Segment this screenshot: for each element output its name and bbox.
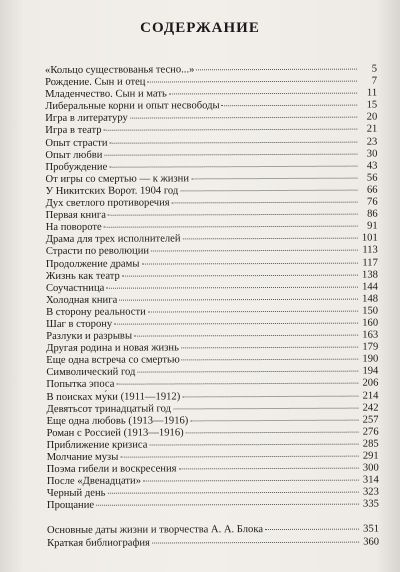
dot-leader [109, 165, 357, 167]
dot-leader [186, 431, 359, 433]
toc-entry-title: Опыт страсти [45, 137, 108, 149]
dot-leader [130, 117, 357, 119]
dot-leader [116, 383, 358, 385]
dot-leader [149, 444, 358, 446]
toc-entry-title: В поисках му́ки (1911—1912) [46, 390, 181, 403]
toc-entry-page: 314 [362, 474, 379, 486]
toc-entry-title: Драма для трех исполнителей [45, 233, 181, 246]
dot-leader [169, 93, 357, 95]
toc-entry-title: Поэма гибели и воскресения [46, 463, 177, 476]
dot-leader [96, 504, 359, 506]
dot-leader [265, 529, 359, 530]
toc-entry-page: 300 [362, 462, 379, 474]
toc-entry-title: После «Двенадцати» [46, 475, 142, 488]
toc-entry-page: 43 [366, 160, 378, 172]
dot-leader [148, 311, 358, 313]
toc-entry-title: Либеральные корни и опыт несвободы [45, 100, 220, 113]
toc-entry-page: 163 [362, 329, 379, 341]
toc-entry-page: 66 [366, 184, 378, 196]
toc-entry-title: На повороте [45, 221, 102, 234]
toc-entry-title: Холодная книга [46, 294, 118, 306]
toc-entry-title: Разлуки и разрывы [46, 330, 133, 343]
dot-leader [222, 105, 358, 107]
toc-entry-page: 138 [362, 269, 378, 281]
dot-leader [183, 238, 358, 240]
dot-leader [120, 456, 358, 458]
toc-entry-title: Девятьсот тринадцатый год [46, 403, 172, 415]
toc-entry-title: В сторону реальности [46, 306, 146, 318]
dot-leader [104, 226, 358, 228]
toc-entry [47, 536, 379, 550]
dot-leader [108, 214, 358, 216]
toc-entry-title: Символический год [46, 366, 136, 379]
toc-entry-page: 76 [366, 196, 378, 208]
toc-entry-page: 179 [362, 341, 379, 353]
toc-entry-page: 30 [366, 148, 378, 160]
toc-entry-page: 21 [366, 124, 378, 136]
toc-entry-title: Черный день [46, 488, 106, 500]
toc-entry-title: Попытка эпоса [46, 379, 115, 391]
toc-entry-page: 91 [367, 220, 378, 232]
toc-entry-title: Игра в литературу [45, 113, 128, 125]
dot-leader [106, 286, 358, 288]
toc-entry-title: Продолжение драмы [45, 258, 140, 270]
toc-entry-page: 150 [362, 305, 379, 317]
toc-entry-page: 323 [362, 486, 379, 498]
toc-entry-page: 291 [362, 450, 379, 462]
toc-entry-page: 285 [362, 438, 379, 450]
toc-entry-page: 20 [366, 111, 378, 123]
dot-leader [107, 492, 358, 494]
toc-entry-page: 351 [363, 524, 380, 536]
toc-entry-title: Приближение кризиса [46, 439, 148, 451]
dot-leader [114, 323, 358, 325]
toc-entry-title: Роман с Россией (1913—1916) [46, 427, 184, 439]
toc-entry-page: 257 [362, 414, 379, 426]
toc-entry-page: 117 [362, 257, 378, 269]
toc-entry-title: Первая книга [45, 209, 106, 222]
dot-leader [143, 480, 359, 482]
toc-entry-page: 7 [371, 75, 378, 87]
dot-leader [179, 468, 359, 470]
dot-leader [151, 250, 358, 252]
toc-entry-page: 242 [362, 402, 379, 414]
dot-leader [180, 190, 357, 192]
dot-leader [196, 69, 357, 71]
dot-leader [134, 335, 358, 337]
dot-leader [172, 202, 358, 204]
toc-entry-title: Молчание музы [46, 451, 119, 463]
dot-leader [181, 347, 358, 349]
toc-entry-title: «Кольцо существованья тесно...» [45, 64, 195, 76]
toc-entry-title: Краткая библиография [47, 537, 150, 549]
dot-leader [110, 141, 358, 143]
dot-leader [119, 298, 358, 300]
toc-entry-page: 11 [366, 87, 378, 99]
dot-leader [122, 274, 358, 276]
toc-entry-title: Дух светлого противоречия [45, 197, 170, 210]
toc-entry [47, 499, 379, 513]
toc-entry-page: 5 [371, 63, 378, 75]
toc-entry-page: 86 [367, 208, 378, 220]
toc-entry-page: 101 [361, 232, 378, 244]
dot-leader [190, 419, 358, 421]
toc-entry-title: Еще одна встреча со смертью [46, 354, 180, 367]
toc-entry-page: 206 [362, 377, 379, 390]
dot-leader [182, 395, 358, 397]
toc-entry-page: 56 [366, 172, 378, 184]
toc-entry-title: Игра в театр [45, 125, 102, 137]
toc-entry-title: Соучастница [45, 282, 105, 294]
toc-entry-title: У Никитских Ворот. 1904 год [45, 185, 179, 197]
toc-entry-page: 360 [363, 536, 380, 548]
dot-leader [147, 81, 357, 83]
toc-entry-title: Рождение. Сын и отец [45, 76, 146, 89]
toc-entry-title: От игры со смертью — к жизни [45, 173, 190, 185]
dot-leader [137, 371, 358, 373]
dot-leader [191, 177, 358, 179]
dot-leader [141, 262, 357, 264]
table-of-contents [45, 64, 379, 550]
toc-entry-title: Пробуждение [45, 161, 108, 173]
toc-entry-title: Страсти по революции [45, 245, 150, 258]
toc-entry-title: Младенчество. Сын и мать [45, 88, 167, 101]
toc-entry-title: Основные даты жизни и творчества А. А. Блока [47, 524, 264, 537]
toc-entry-page: 190 [362, 353, 379, 365]
toc-entry-title: Шаг в сторону [46, 318, 113, 330]
dot-leader [104, 153, 357, 155]
toc-entry-page: 144 [362, 281, 378, 293]
toc-entry-page: 148 [362, 293, 379, 305]
dot-leader [173, 407, 358, 409]
toc-entry-page: 160 [362, 317, 379, 329]
toc-entry-title: Прощание [46, 500, 95, 512]
toc-entry-page: 194 [362, 365, 379, 377]
toc-entry-title: Жизнь как театр [45, 270, 120, 282]
toc-entry-title: Еще одна любовь (1913—1916) [46, 415, 189, 427]
toc-entry-page: 23 [366, 136, 378, 148]
page-title: СОДЕРЖАНИЕ [140, 20, 260, 36]
dot-leader [104, 129, 358, 131]
toc-entry-page: 15 [366, 99, 378, 111]
toc-entry-page: 214 [362, 390, 379, 402]
toc-entry-title: Другая родина и новая жизнь [46, 342, 179, 355]
toc-entry-page: 276 [362, 426, 379, 438]
toc-entry-page: 335 [363, 498, 379, 510]
toc-entry-title: Опыт любви [45, 149, 103, 161]
toc-entry-page: 113 [362, 244, 378, 257]
dot-leader [152, 541, 359, 543]
dot-leader [182, 359, 359, 361]
